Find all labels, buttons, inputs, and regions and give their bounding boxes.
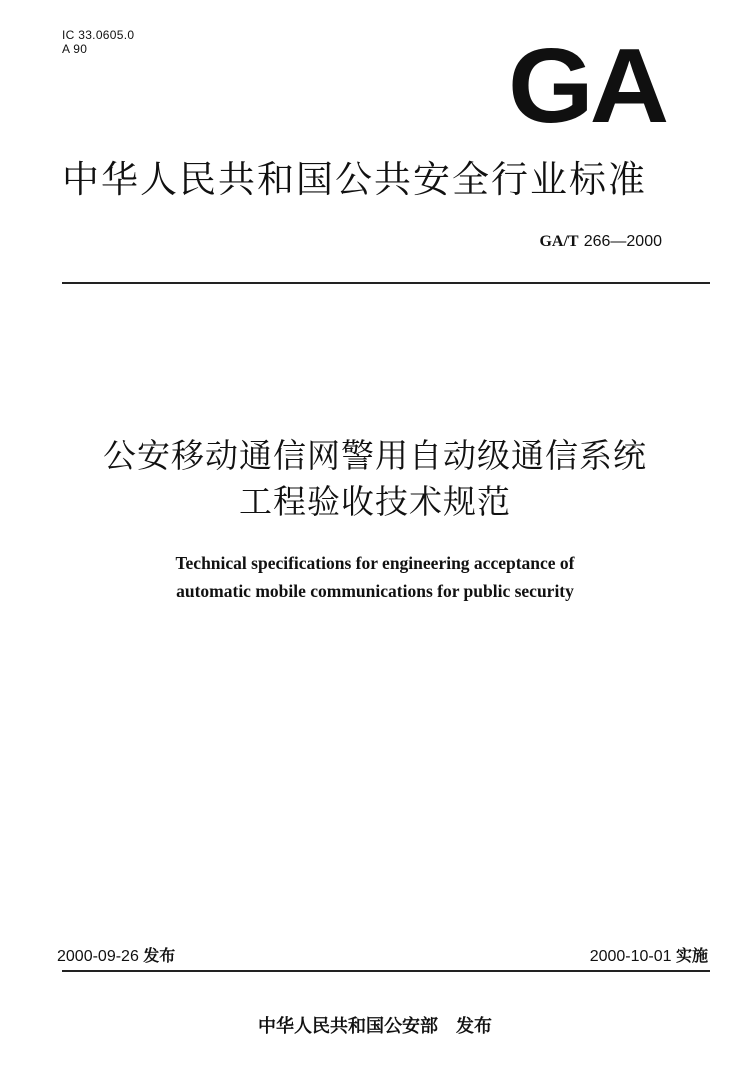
- publisher-line: [40, 1013, 710, 1041]
- publisher-action: 发布: [456, 1016, 492, 1037]
- issue-date-label: 发布: [143, 946, 176, 965]
- standard-number: [539, 230, 662, 253]
- footer-divider: [62, 970, 710, 972]
- standard-number-prefix: GA/T: [539, 233, 579, 250]
- issue-date-value: 2000-09-26: [57, 948, 139, 965]
- effective-date-value: 2000-10-01: [589, 948, 672, 965]
- ics-code: [62, 28, 134, 42]
- english-title-line1: Technical specifications for engineering acceptance of: [175, 553, 575, 573]
- header-divider: [62, 282, 710, 284]
- english-title-line2: automatic mobile communications for public security: [176, 581, 574, 601]
- effective-date: [590, 944, 708, 969]
- document-title-line2: 工程验收技术规范: [239, 482, 511, 521]
- effective-date-label: 实施: [675, 946, 708, 965]
- ccs-code: [62, 42, 87, 56]
- ga-logo: GA: [508, 27, 666, 145]
- publisher-name: 中华人民共和国公安部: [258, 1016, 438, 1037]
- standard-number-value: 266—2000: [583, 233, 662, 250]
- issue-date: [57, 944, 175, 969]
- ics-code-text: IC 33.0605.0: [62, 28, 135, 42]
- ccs-code-text: A 90: [62, 42, 88, 56]
- standard-category-title: 中华人民共和国公共安全行业标准: [62, 158, 647, 201]
- document-title-line1: 公安移动通信网警用自动级通信系统: [103, 436, 647, 475]
